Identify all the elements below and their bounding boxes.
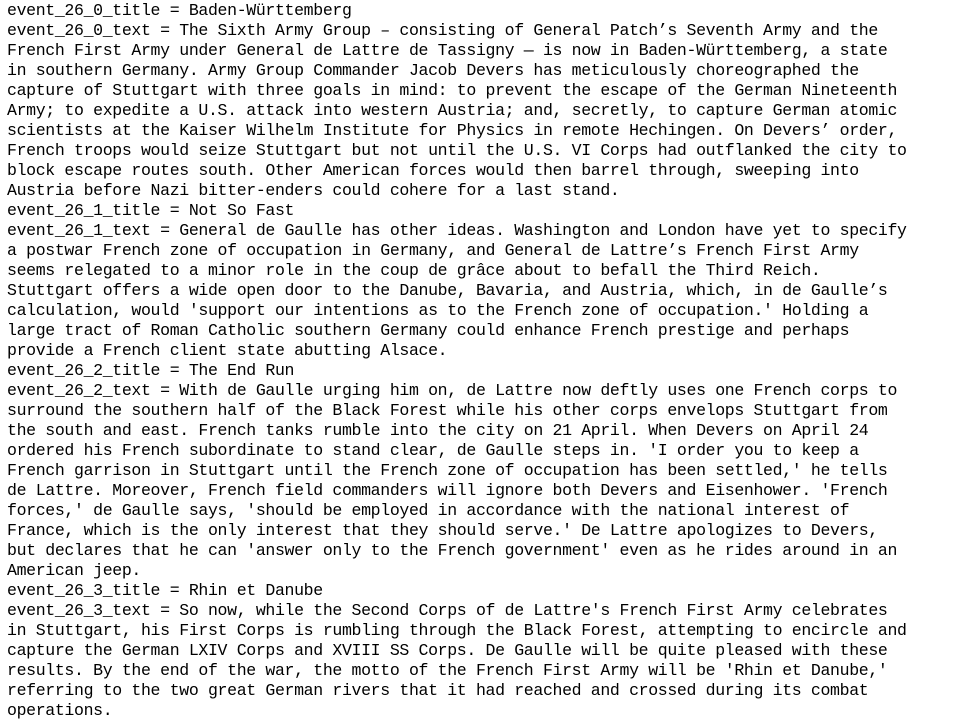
text-line: event_26_0_title = Baden-Württemberg: [7, 1, 352, 20]
text-line: provide a French client state abutting Alsace.: [7, 341, 448, 360]
text-line: ordered his French subordinate to stand clear, de Gaulle steps in. 'I order you to keep a: [7, 441, 859, 460]
text-line: calculation, would 'support our intentions as to the French zone of occupation.' Holding a: [7, 301, 869, 320]
text-line: capture of Stuttgart with three goals in mind: to prevent the escape of the German Nineteenth: [7, 81, 898, 100]
text-line: forces,' de Gaulle says, 'should be employed in accordance with the national interest of: [7, 501, 850, 520]
text-line: the south and east. French tanks rumble into the city on 21 April. When Devers on April 24: [7, 421, 869, 440]
text-line: American jeep.: [7, 561, 141, 580]
text-line: capture the German LXIV Corps and XVIII SS Corps. De Gaulle will be quite pleased with these: [7, 641, 888, 660]
text-line: event_26_1_title = Not So Fast: [7, 201, 295, 220]
text-line: Austria before Nazi bitter-enders could cohere for a last stand.: [7, 181, 620, 200]
text-line: operations.: [7, 701, 113, 720]
text-line: referring to the two great German rivers that it had reached and crossed during its combat: [7, 681, 869, 700]
text-line: France, which is the only interest that they should serve.' De Lattre apologizes to Devers,: [7, 521, 878, 540]
text-line: event_26_0_text = The Sixth Army Group – consisting of General Patch’s Seventh Army and the: [7, 21, 878, 40]
text-line: event_26_1_text = General de Gaulle has other ideas. Washington and London have yet to specify: [7, 221, 907, 240]
text-line: event_26_2_title = The End Run: [7, 361, 295, 380]
text-line: French garrison in Stuttgart until the French zone of occupation has been settled,' he tells: [7, 461, 888, 480]
text-line: Stuttgart offers a wide open door to the Danube, Bavaria, and Austria, which, in de Gaulle’s: [7, 281, 888, 300]
text-line: French First Army under General de Lattre de Tassigny — is now in Baden-Württemberg, a state: [7, 41, 888, 60]
text-line: block escape routes south. Other American forces would then barrel through, sweeping into: [7, 161, 859, 180]
text-line: event_26_2_text = With de Gaulle urging him on, de Lattre now deftly uses one French corps to: [7, 381, 898, 400]
text-line: results. By the end of the war, the motto of the French First Army will be 'Rhin et Danube,': [7, 661, 888, 680]
text-line: scientists at the Kaiser Wilhelm Institute for Physics in remote Hechingen. On Devers’ order,: [7, 121, 898, 140]
text-line: large tract of Roman Catholic southern Germany could enhance French prestige and perhaps: [7, 321, 850, 340]
text-line: seems relegated to a minor role in the coup de grâce about to befall the Third Reich.: [7, 261, 821, 280]
text-line: in southern Germany. Army Group Commander Jacob Devers has meticulously choreographed the: [7, 61, 859, 80]
text-line: French troops would seize Stuttgart but not until the U.S. VI Corps had outflanked the city to: [7, 141, 907, 160]
text-line: event_26_3_title = Rhin et Danube: [7, 581, 323, 600]
text-line: but declares that he can 'answer only to the French government' even as he rides around in an: [7, 541, 898, 560]
text-line: surround the southern half of the Black Forest while his other corps envelops Stuttgart from: [7, 401, 888, 420]
text-line: de Lattre. Moreover, French field commanders will ignore both Devers and Eisenhower. 'French: [7, 481, 888, 500]
text-line: a postwar French zone of occupation in Germany, and General de Lattre’s French First Army: [7, 241, 859, 260]
text-line: event_26_3_text = So now, while the Second Corps of de Lattre's French First Army celebrates: [7, 601, 888, 620]
text-line: Army; to expedite a U.S. attack into western Austria; and, secretly, to capture German atomic: [7, 101, 898, 120]
text-line: in Stuttgart, his First Corps is rumbling through the Black Forest, attempting to encircle and: [7, 621, 907, 640]
